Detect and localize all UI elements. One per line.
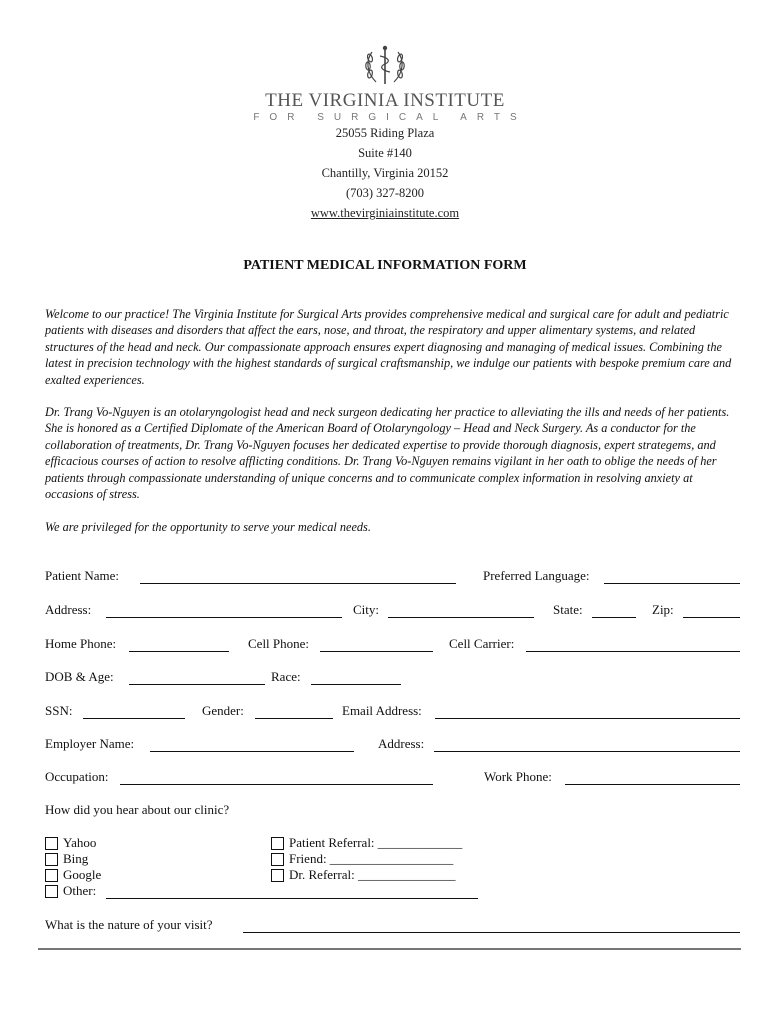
home-phone-field[interactable] — [129, 651, 229, 652]
intro-paragraph-2: Dr. Trang Vo-Nguyen is an otolaryngologist head and neck surgeon dedicating her practice to alleviating the ills and needs of her patients. She is honored as a Certified Diplomate of the American Board of Otolaryngology – Head and Neck Surgery. As a conductor for the collaboration of treatments, Dr. Trang Vo-Nguyen focuses her dedicated expertise to provide thorough diagnosis, expert strategems, and efficacious courses of action to resolve afflicting conditions. Dr. Trang Vo-Nguyen remains vigilant in her oath to oblige the needs of her patients through compassionate understanding of unique concerns and to communicate complex information in resolving anxiety at occasions of stress. — [45, 405, 730, 502]
occupation-label: Occupation: — [45, 769, 109, 784]
address-label: Address: — [45, 602, 92, 617]
website-link[interactable]: www.thevirginiainstitute.com — [310, 206, 460, 220]
bing-checkbox[interactable] — [45, 853, 58, 866]
home-phone-label: Home Phone: — [45, 636, 117, 651]
friend-checkbox[interactable] — [271, 853, 284, 866]
yahoo-checkbox[interactable] — [45, 837, 58, 850]
state-field[interactable] — [592, 617, 636, 618]
cell-carrier-field[interactable] — [526, 651, 740, 652]
city-field[interactable] — [388, 617, 534, 618]
state-label: State: — [553, 602, 583, 617]
friend-label: Friend: ___________________ — [289, 851, 454, 866]
occupation-field[interactable] — [120, 784, 433, 785]
caduceus-laurel-icon — [362, 44, 408, 88]
phone-number: (703) 327-8200 — [345, 186, 425, 200]
ssn-label: SSN: — [45, 703, 73, 718]
cell-phone-field[interactable] — [320, 651, 433, 652]
dob-age-field[interactable] — [129, 684, 265, 685]
patient-referral-label: Patient Referral: _____________ — [289, 835, 463, 850]
ssn-field[interactable] — [83, 718, 185, 719]
yahoo-option-label: Yahoo — [63, 835, 97, 850]
city-label: City: — [353, 602, 380, 617]
employer-name-label: Employer Name: — [45, 736, 135, 751]
intro-paragraph-3: We are privileged for the opportunity to serve your medical needs. — [45, 520, 371, 534]
patient-referral-checkbox[interactable] — [271, 837, 284, 850]
work-phone-label: Work Phone: — [484, 769, 552, 784]
bing-option-label: Bing — [63, 851, 89, 866]
visit-question: What is the nature of your visit? — [45, 917, 213, 932]
other-checkbox[interactable] — [45, 885, 58, 898]
zip-field[interactable] — [683, 617, 740, 618]
work-phone-field[interactable] — [565, 784, 740, 785]
zip-label: Zip: — [652, 602, 674, 617]
gender-field[interactable] — [255, 718, 333, 719]
address-line-1: 25055 Riding Plaza — [335, 126, 435, 140]
other-option-label: Other: — [63, 883, 97, 898]
dr-referral-label: Dr. Referral: _______________ — [289, 867, 456, 882]
brand-tagline: FOR SURGICAL ARTS — [253, 112, 527, 123]
race-field[interactable] — [311, 684, 401, 685]
employer-address-label: Address: — [378, 736, 425, 751]
employer-name-field[interactable] — [150, 751, 354, 752]
patient-name-label: Patient Name: — [45, 568, 120, 583]
referral-question: How did you hear about our clinic? — [45, 802, 230, 817]
address-line-3: Chantilly, Virginia 20152 — [321, 166, 449, 180]
google-checkbox[interactable] — [45, 869, 58, 882]
address-field[interactable] — [106, 617, 342, 618]
google-option-label: Google — [63, 867, 102, 882]
preferred-language-label: Preferred Language: — [483, 568, 590, 583]
intro-paragraph-1: Welcome to our practice! The Virginia Institute for Surgical Arts provides comprehensive medical and surgical care for adult and pediatric patients with diseases and disorders that affect the ears, nose, and throat, the respiratory and upper alimentary systems, and related structures of the head and neck. Our compassionate approach ensures expert diagnosing and managing of medical issues. Combining the latest in precision technology with the highest standards of surgical craftsmanship, we indulge our patients with bespoke premium care and exalted experiences. — [45, 307, 732, 387]
email-field[interactable] — [435, 718, 740, 719]
visit-nature-field[interactable] — [243, 932, 740, 933]
form-title: PATIENT MEDICAL INFORMATION FORM — [243, 258, 527, 273]
gender-label: Gender: — [202, 703, 244, 718]
preferred-language-field[interactable] — [604, 583, 740, 584]
bottom-divider — [38, 948, 741, 950]
email-label: Email Address: — [342, 703, 422, 718]
address-line-2: Suite #140 — [358, 146, 412, 160]
employer-address-field[interactable] — [434, 751, 740, 752]
dob-age-label: DOB & Age: — [45, 669, 114, 684]
dr-referral-checkbox[interactable] — [271, 869, 284, 882]
other-field[interactable] — [106, 898, 478, 899]
cell-carrier-label: Cell Carrier: — [449, 636, 515, 651]
race-label: Race: — [271, 669, 301, 684]
cell-phone-label: Cell Phone: — [248, 636, 310, 651]
patient-name-field[interactable] — [140, 583, 456, 584]
brand-name: THE VIRGINIA INSTITUTE — [265, 90, 505, 111]
